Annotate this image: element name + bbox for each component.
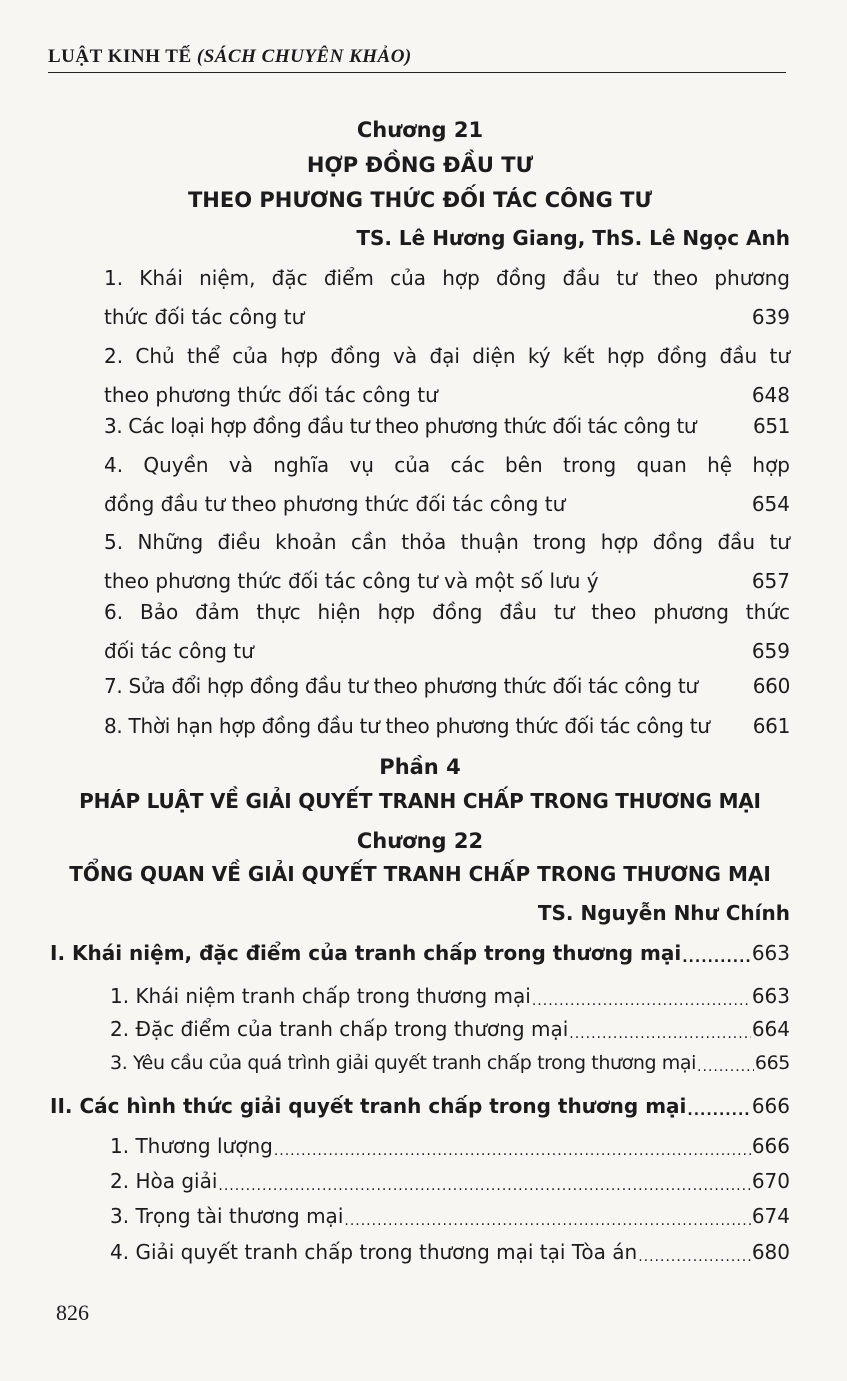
toc-entry-page: 648 bbox=[751, 383, 790, 407]
leader-dots bbox=[600, 570, 751, 590]
toc-entry-page: 660 bbox=[752, 674, 790, 698]
toc-entry-page: 674 bbox=[751, 1204, 790, 1228]
leader-dots bbox=[274, 1136, 751, 1156]
chapter-21-label: Chương 21 bbox=[356, 118, 484, 142]
toc-section-page: 663 bbox=[751, 941, 790, 965]
toc-entry-text: 7. Sửa đổi hợp đồng đầu tư theo phương thức đối tác công tư bbox=[104, 674, 698, 698]
toc-entry[interactable] bbox=[104, 707, 790, 746]
toc-entry-text: 2. Đặc điểm của tranh chấp trong thương mại bbox=[110, 1017, 569, 1041]
toc-entry[interactable] bbox=[110, 1017, 790, 1041]
toc-entry[interactable] bbox=[110, 984, 790, 1008]
toc-entry-page: 661 bbox=[752, 714, 790, 738]
toc-entry[interactable] bbox=[110, 1240, 790, 1264]
leader-dots bbox=[566, 493, 751, 513]
toc-entry[interactable] bbox=[110, 1204, 790, 1228]
running-head-subtitle: (SÁCH CHUYÊN KHẢO) bbox=[196, 46, 412, 67]
toc-entry-text: 1. Khái niệm, đặc điểm của hợp đồng đầu tư theo phương bbox=[104, 266, 790, 290]
leader-dots bbox=[638, 1242, 751, 1262]
part-4-title: PHÁP LUẬT VỀ GIẢI QUYẾT TRANH CHẤP TRONG THƯƠNG MẠI bbox=[79, 789, 761, 813]
chapter-21-title-line-2: THEO PHƯƠNG THỨC ĐỐI TÁC CÔNG TƯ bbox=[187, 188, 653, 212]
toc-entry-text: 3. Các loại hợp đồng đầu tư theo phương thức đối tác công tư bbox=[104, 414, 697, 438]
leader-dots bbox=[305, 306, 750, 326]
part-4-label: Phần 4 bbox=[379, 755, 461, 779]
toc-section-page: 666 bbox=[751, 1094, 790, 1118]
toc-entry-text: 3. Yêu cầu của quá trình giải quyết tranh chấp trong thương mại bbox=[110, 1052, 697, 1074]
toc-entry-text: 3. Trọng tài thương mại bbox=[110, 1204, 344, 1228]
toc-entry-text-cont: theo phương thức đối tác công tư và một số lưu ý bbox=[104, 569, 599, 593]
toc-entry[interactable] bbox=[104, 593, 790, 671]
running-head-title: LUẬT KINH TẾ bbox=[48, 46, 192, 67]
toc-section[interactable] bbox=[50, 1094, 790, 1118]
toc-entry-page: 664 bbox=[751, 1017, 790, 1041]
leader-dots bbox=[682, 943, 751, 963]
toc-entry-text: 4. Giải quyết tranh chấp trong thương mại tại Tòa án bbox=[110, 1240, 638, 1264]
toc-entry-page: 659 bbox=[751, 639, 790, 663]
chapter-21-author: TS. Lê Hương Giang, ThS. Lê Ngọc Anh bbox=[356, 226, 790, 250]
page-number: 826 bbox=[56, 1300, 89, 1325]
chapter-22-title: TỔNG QUAN VỀ GIẢI QUYẾT TRANH CHẤP TRONG THƯƠNG MẠI bbox=[69, 862, 771, 886]
toc-section-title: I. Khái niệm, đặc điểm của tranh chấp trong thương mại bbox=[50, 941, 682, 965]
toc-entry-page: 657 bbox=[751, 569, 790, 593]
toc-entry-text: 4. Quyền và nghĩa vụ của các bên trong quan hệ hợp bbox=[104, 453, 790, 477]
leader-dots bbox=[699, 675, 752, 695]
chapter-22-author: TS. Nguyễn Như Chính bbox=[537, 901, 790, 925]
toc-entry-text: 1. Thương lượng bbox=[110, 1134, 273, 1158]
chapter-22-label: Chương 22 bbox=[356, 829, 484, 853]
toc-entry[interactable] bbox=[104, 667, 790, 706]
toc-entry-page: 639 bbox=[751, 305, 790, 329]
toc-entry-text: 5. Những điều khoản cần thỏa thuận trong hợp đồng đầu tư bbox=[104, 530, 790, 554]
toc-entry-page: 666 bbox=[751, 1134, 790, 1158]
toc-entry-page: 654 bbox=[751, 492, 790, 516]
toc-entry-page: 665 bbox=[754, 1052, 790, 1074]
toc-entry-page: 680 bbox=[751, 1240, 790, 1264]
leader-dots bbox=[344, 1206, 750, 1226]
toc-entry[interactable] bbox=[110, 1134, 790, 1158]
toc-entry[interactable] bbox=[104, 259, 790, 337]
leader-dots bbox=[439, 384, 751, 404]
toc-entry-text: 8. Thời hạn hợp đồng đầu tư theo phương thức đối tác công tư bbox=[104, 714, 710, 738]
leader-dots bbox=[711, 715, 752, 735]
leader-dots bbox=[255, 640, 751, 660]
toc-entry-page: 670 bbox=[751, 1169, 790, 1193]
toc-entry-page: 651 bbox=[753, 414, 790, 438]
toc-entry[interactable] bbox=[104, 407, 790, 446]
toc-entry-text: 1. Khái niệm tranh chấp trong thương mại bbox=[110, 984, 531, 1008]
toc-entry-text: 2. Hòa giải bbox=[110, 1169, 218, 1193]
toc-entry-text: 2. Chủ thể của hợp đồng và đại diện ký kết hợp đồng đầu tư bbox=[104, 344, 790, 368]
chapter-21-title-line-1: HỢP ĐỒNG ĐẦU TƯ bbox=[306, 153, 534, 177]
leader-dots bbox=[218, 1171, 750, 1191]
toc-entry-text-cont: thức đối tác công tư bbox=[104, 305, 305, 329]
running-head bbox=[48, 46, 786, 73]
leader-dots bbox=[532, 986, 751, 1006]
leader-dots bbox=[569, 1019, 751, 1039]
toc-entry-page: 663 bbox=[751, 984, 790, 1008]
toc-entry[interactable] bbox=[104, 337, 790, 415]
toc-entry[interactable] bbox=[110, 1052, 790, 1074]
toc-section[interactable] bbox=[50, 941, 790, 965]
toc-entry-text-cont: đối tác công tư bbox=[104, 639, 254, 663]
leader-dots bbox=[697, 1054, 754, 1073]
toc-entry[interactable] bbox=[110, 1169, 790, 1193]
toc-entry[interactable] bbox=[104, 523, 790, 601]
toc-entry-text-cont: đồng đầu tư theo phương thức đối tác công tư bbox=[104, 492, 566, 516]
leader-dots bbox=[687, 1096, 750, 1116]
toc-entry-text: 6. Bảo đảm thực hiện hợp đồng đầu tư theo phương thức bbox=[104, 600, 790, 624]
toc-entry-text-cont: theo phương thức đối tác công tư bbox=[104, 383, 438, 407]
toc-entry[interactable] bbox=[104, 446, 790, 524]
leader-dots bbox=[697, 415, 752, 435]
toc-section-title: II. Các hình thức giải quyết tranh chấp trong thương mại bbox=[50, 1094, 687, 1118]
